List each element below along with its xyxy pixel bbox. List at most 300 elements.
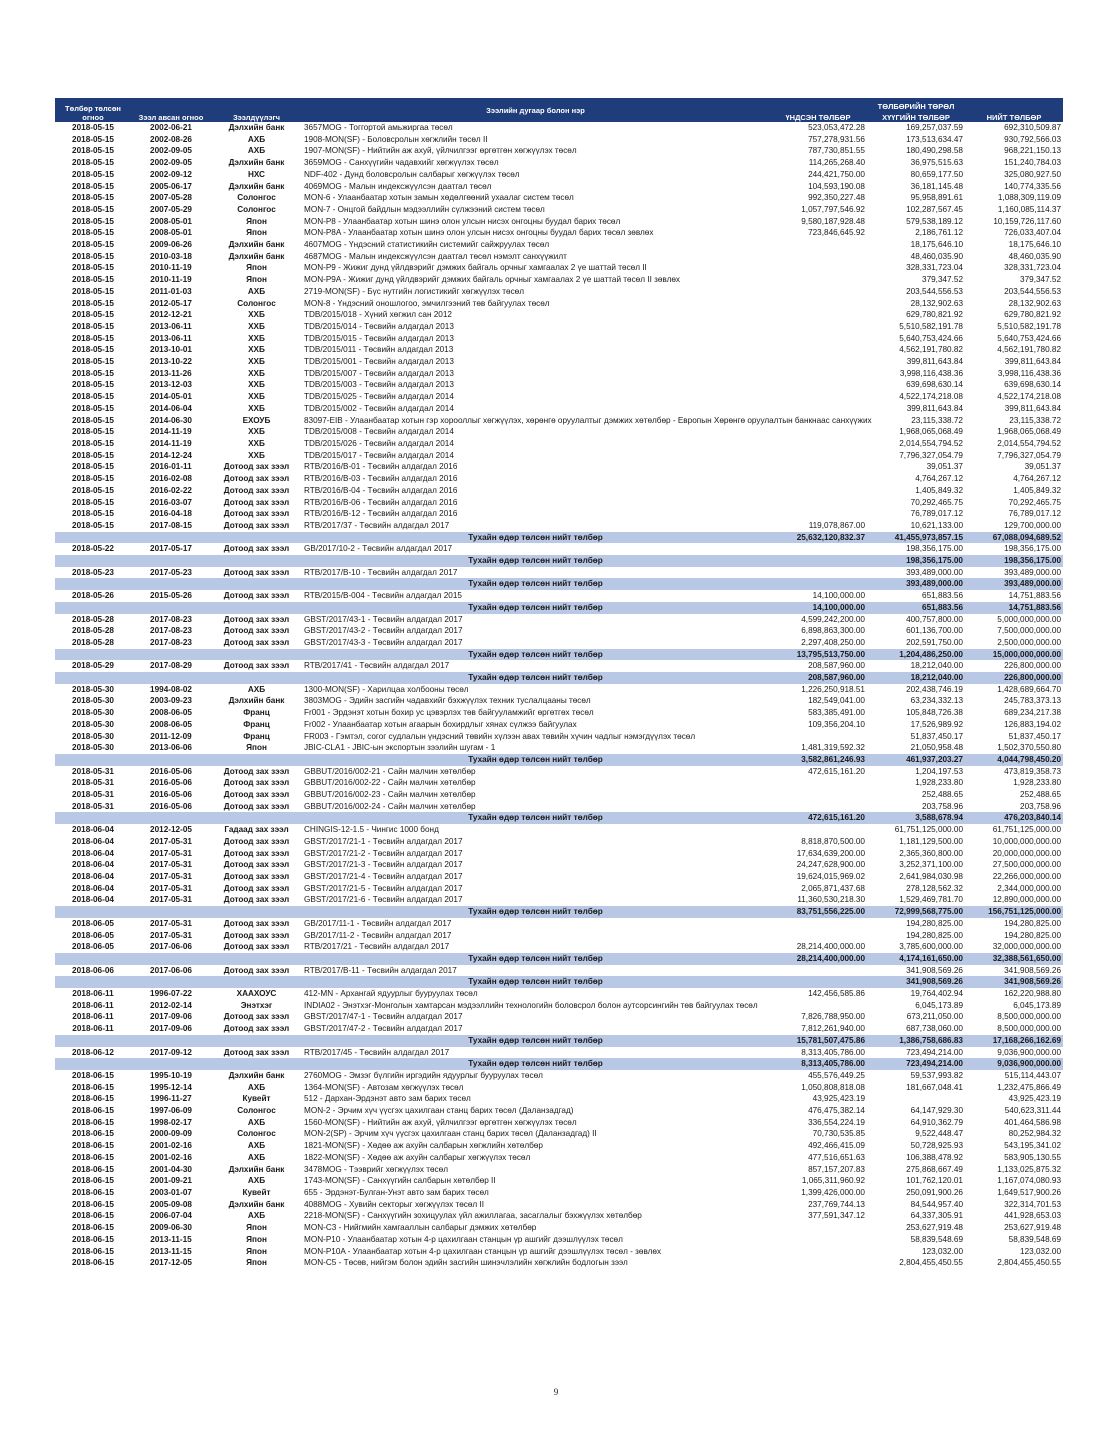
principal-payment: 583,385,491.00 xyxy=(808,708,865,718)
interest-payment: 36,975,515.63 xyxy=(910,158,963,168)
interest-payment: 70,292,465.75 xyxy=(910,497,963,507)
loan-name: TDB/2015/008 - Төсвийн алдагдал 2014 xyxy=(304,427,454,437)
principal-payment: 104,593,190.08 xyxy=(808,181,865,191)
lender: Япон xyxy=(246,263,267,273)
principal-payment: 1,226,250,918.51 xyxy=(801,684,865,694)
total-payment: 203,758.96 xyxy=(1020,801,1062,811)
table-row xyxy=(55,403,1063,415)
principal-payment xyxy=(769,403,867,415)
loan-name: MON-2 - Эрчим хүч үүсгэх цахилгаан станц барих төсөл (Даланзадгад) xyxy=(304,1106,574,1116)
principal-payment xyxy=(769,1222,867,1234)
lender: Дотоод зах зээл xyxy=(223,1047,290,1057)
lender: Дэлхийн банк xyxy=(228,1164,285,1174)
payment-date: 2018-06-15 xyxy=(72,1141,114,1151)
principal-payment xyxy=(769,344,867,356)
loan-date: 2014-05-01 xyxy=(150,392,192,402)
loan-date: 2005-06-17 xyxy=(150,181,192,191)
payment-date: 2018-06-04 xyxy=(72,848,114,858)
payment-date: 2018-05-22 xyxy=(72,544,114,554)
principal-payment xyxy=(769,918,867,930)
loan-name: INDIA02 - Энэтхэг-Монголын хамтарсан мэдээллийн технологийн боловсрол болон аутсорсингийн төв байгуулах төсөл xyxy=(304,1000,758,1010)
loan-date: 2017-08-29 xyxy=(150,661,192,671)
loan-name: RTB/2017/45 - Төсвийн алдагдал 2017 xyxy=(304,1047,450,1057)
payment-date: 2018-05-30 xyxy=(72,719,114,729)
total-payment: 123,032.00 xyxy=(1020,1246,1062,1256)
total-row-spacer xyxy=(55,953,302,965)
total-payment: 1,649,517,900.26 xyxy=(997,1187,1062,1197)
payment-date: 2018-06-05 xyxy=(72,942,114,952)
lender: ХХБ xyxy=(248,310,265,320)
payment-date: 2018-05-30 xyxy=(72,731,114,741)
total-payment: 129,700,000.00 xyxy=(1004,520,1062,530)
loan-date: 2012-12-05 xyxy=(150,825,192,835)
principal-payment xyxy=(769,508,867,520)
principal-payment xyxy=(769,426,867,438)
loan-date: 1998-02-17 xyxy=(150,1117,192,1127)
lender: Дотоод зах зээл xyxy=(223,965,290,975)
principal-payment xyxy=(769,567,867,579)
loan-name: RTB/2017/B-11 - Төсвийн алдагдал 2017 xyxy=(304,965,457,975)
loan-date: 2002-09-12 xyxy=(150,169,192,179)
total-interest: 461,937,203.27 xyxy=(867,754,965,766)
table-row xyxy=(55,227,1063,239)
table-row xyxy=(55,965,1063,977)
total-payment: 43,925,423.19 xyxy=(1008,1094,1062,1104)
interest-payment: 2,186,761.12 xyxy=(915,228,963,238)
loan-name: TDB/2015/017 - Төсвийн алдагдал 2014 xyxy=(304,450,454,460)
principal-payment: 455,576,449.25 xyxy=(808,1070,865,1080)
lender: ХХБ xyxy=(248,380,265,390)
lender: ХХБ xyxy=(248,438,265,448)
loan-date: 2008-06-05 xyxy=(150,708,192,718)
lender: Кувейт xyxy=(242,1094,271,1104)
principal-payment: 237,769,744.13 xyxy=(808,1199,865,1209)
header-interest: ХҮҮГИЙН ТӨЛБӨР xyxy=(867,111,965,122)
total-sum: 32,388,561,650.00 xyxy=(965,953,1063,965)
daily-total-row xyxy=(55,953,1063,965)
total-payment: 8,500,000,000.00 xyxy=(997,1012,1062,1022)
interest-payment: 17,526,989.92 xyxy=(910,719,963,729)
table-row xyxy=(55,543,1063,555)
total-payment: 194,280,825.00 xyxy=(1004,918,1062,928)
table-row xyxy=(55,1047,1063,1059)
lender: Гадаад зах зээл xyxy=(224,825,289,835)
loan-date: 2013-10-22 xyxy=(150,357,192,367)
loan-date: 1995-10-19 xyxy=(150,1070,192,1080)
lender: Япон xyxy=(246,743,267,753)
lender: Дэлхийн банк xyxy=(228,158,285,168)
total-interest: 393,489,000.00 xyxy=(867,578,965,590)
interest-payment: 101,762,120.01 xyxy=(906,1176,963,1186)
lender: ХХБ xyxy=(248,427,265,437)
total-sum: 156,751,125,000.00 xyxy=(965,906,1063,918)
total-payment: 689,234,217.38 xyxy=(1004,708,1062,718)
loan-name: RTB/2017/21 - Төсвийн алдагдал 2017 xyxy=(304,942,450,952)
daily-total-row xyxy=(55,1035,1063,1047)
loan-name: MON-C5 - Төсөв, нийгэм болон эдийн засгийн шинэчлэлийн хөгжлийн бодлогын зээл xyxy=(304,1258,628,1268)
total-payment: 14,751,883.56 xyxy=(1008,591,1062,601)
total-label: Тухайн өдөр төлсөн нийт төлбөр xyxy=(302,555,769,567)
interest-payment: 2,365,360,800.00 xyxy=(899,848,963,858)
loan-date: 2017-05-31 xyxy=(150,836,192,846)
loan-date: 2013-10-01 xyxy=(150,345,192,355)
payment-date: 2018-06-11 xyxy=(72,1024,114,1034)
total-payment: 540,623,311.44 xyxy=(1004,1106,1062,1116)
interest-payment: 84,544,957.40 xyxy=(910,1199,963,1209)
payment-date: 2018-05-15 xyxy=(72,204,114,214)
interest-payment: 202,438,746.19 xyxy=(906,684,963,694)
payment-date: 2018-05-15 xyxy=(72,485,114,495)
total-payment: 7,500,000,000.00 xyxy=(997,626,1062,636)
interest-payment: 18,175,646.10 xyxy=(910,240,963,250)
payment-date: 2018-06-15 xyxy=(72,1106,114,1116)
interest-payment: 39,051.37 xyxy=(926,462,963,472)
loan-date: 1994-08-02 xyxy=(150,684,192,694)
principal-payment xyxy=(769,824,867,836)
interest-payment: 180,490,298.58 xyxy=(906,146,963,156)
interest-payment: 2,804,455,450.55 xyxy=(899,1258,963,1268)
loan-name: 3659MOG - Санхүүгийн чадавхийг хөгжүүлэх төсөл xyxy=(304,158,499,168)
lender: Энэтхэг xyxy=(240,1000,273,1010)
total-label: Тухайн өдөр төлсөн нийт төлбөр xyxy=(302,1058,769,1070)
interest-payment: 3,998,116,438.36 xyxy=(899,368,963,378)
table-row xyxy=(55,356,1063,368)
payment-date: 2018-05-15 xyxy=(72,333,114,343)
table-row xyxy=(55,239,1063,251)
interest-payment: 253,627,919.48 xyxy=(906,1223,963,1233)
table-row xyxy=(55,789,1063,801)
loan-name: 1822-MON(SF) - Хөдөө аж ахуйн салбарыг хөгжүүлэх төсөл xyxy=(304,1152,531,1162)
lender: Дотоод зах зээл xyxy=(223,591,290,601)
loan-name: GBST/2017/21-5 - Төсвийн алдагдал 2017 xyxy=(304,883,463,893)
total-payment: 2,500,000,000.00 xyxy=(997,637,1062,647)
table-row xyxy=(55,344,1063,356)
payment-date: 2018-05-15 xyxy=(72,123,114,132)
loan-name: 4607MOG - Үндэсний статистикийн системийг сайжруулах төсөл xyxy=(304,240,550,250)
loan-name: RTB/2016/B-12 - Төсвийн алдагдал 2016 xyxy=(304,509,458,519)
loan-name: 1560-MON(SF) - Нийтийн аж ахуй, үйлчилгээг өргөтгөн хөгжүүлэх төсөл xyxy=(304,1117,577,1127)
total-principal: 15,781,507,475.86 xyxy=(769,1035,867,1047)
total-principal: 14,100,000.00 xyxy=(769,602,867,614)
payment-date: 2018-05-29 xyxy=(72,661,114,671)
table-row xyxy=(55,1117,1063,1129)
interest-payment: 106,388,478.92 xyxy=(906,1152,963,1162)
loan-date: 2010-11-19 xyxy=(150,275,192,285)
total-payment: 1,928,233.80 xyxy=(1013,778,1062,788)
principal-payment xyxy=(769,239,867,251)
loan-name: GBBUT/2016/002-24 - Сайн малчин хөтөлбөр xyxy=(304,801,476,811)
total-payment: 1,968,065,068.49 xyxy=(997,427,1062,437)
payment-date: 2018-05-28 xyxy=(72,614,114,624)
interest-payment: 601,136,700.00 xyxy=(906,626,963,636)
loan-name: Fr002 - Улаанбаатар хотын агаарын бохирдлыг хянах сүлжээ байгуулах xyxy=(304,719,577,729)
table-row xyxy=(55,1175,1063,1187)
total-interest: 72,999,568,775.00 xyxy=(867,906,965,918)
daily-total-row xyxy=(55,578,1063,590)
principal-payment: 723,846,645.92 xyxy=(808,228,865,238)
total-sum: 14,751,883.56 xyxy=(965,602,1063,614)
payment-date: 2018-06-11 xyxy=(72,989,114,999)
interest-payment: 673,211,050.00 xyxy=(906,1012,963,1022)
principal-payment: 2,297,408,250.00 xyxy=(801,637,865,647)
loan-name: RTB/2016/B-03 - Төсвийн алдагдал 2016 xyxy=(304,474,458,484)
interest-payment: 23,115,338.72 xyxy=(911,415,963,425)
table-row xyxy=(55,473,1063,485)
loan-name: FR003 - Гэмтэл, согог судлалын үндэсний төвийн хүлээн авах төвийн хүчин чадлыг нэмэгдүүлэх төсөл xyxy=(304,731,696,741)
total-payment: 61,751,125,000.00 xyxy=(992,825,1062,835)
total-interest: 723,494,214.00 xyxy=(867,1058,965,1070)
interest-payment: 5,640,753,424.66 xyxy=(899,333,963,343)
total-label: Тухайн өдөр төлсөн нийт төлбөр xyxy=(302,906,769,918)
principal-payment xyxy=(769,1246,867,1258)
total-payment: 198,356,175.00 xyxy=(1004,544,1062,554)
interest-payment: 687,738,060.00 xyxy=(906,1024,963,1034)
loan-date: 2017-09-12 xyxy=(150,1047,192,1057)
loan-date: 2017-08-23 xyxy=(150,626,192,636)
table-row xyxy=(55,590,1063,602)
interest-payment: 4,562,191,780.82 xyxy=(899,345,963,355)
interest-payment: 639,698,630.14 xyxy=(906,380,963,390)
interest-payment: 5,510,582,191.78 xyxy=(899,321,963,331)
payment-date: 2018-06-15 xyxy=(72,1187,114,1197)
payment-date: 2018-06-15 xyxy=(72,1223,114,1233)
table-row xyxy=(55,333,1063,345)
payment-date: 2018-06-04 xyxy=(72,895,114,905)
loan-date: 2014-06-30 xyxy=(150,415,192,425)
total-sum: 393,489,000.00 xyxy=(965,578,1063,590)
loan-name: GB/2017/11-2 - Төсвийн алдагдал 2017 xyxy=(304,930,452,940)
lender: Солонгос xyxy=(237,204,276,214)
total-interest: 1,386,758,686.83 xyxy=(867,1035,965,1047)
principal-payment: 114,265,268.40 xyxy=(808,158,865,168)
payment-date: 2018-05-15 xyxy=(72,415,114,425)
lender: Дотоод зах зээл xyxy=(223,860,290,870)
table-row xyxy=(55,660,1063,672)
total-interest: 341,908,569.26 xyxy=(867,976,965,988)
total-payment: 22,266,000,000.00 xyxy=(992,872,1062,881)
loan-date: 2002-09-05 xyxy=(150,146,192,156)
total-payment: 543,195,341.02 xyxy=(1004,1141,1062,1151)
loan-date: 2000-09-09 xyxy=(150,1129,192,1139)
total-payment: 58,839,548.69 xyxy=(1008,1234,1062,1244)
interest-payment: 1,204,197.53 xyxy=(915,766,963,776)
payment-date: 2018-05-15 xyxy=(72,403,114,413)
loan-date: 2012-02-14 xyxy=(150,1000,192,1010)
table-body xyxy=(55,122,1063,1269)
loan-date: 2006-07-04 xyxy=(150,1211,192,1221)
total-principal: 13,795,513,750.00 xyxy=(769,649,867,661)
loan-name: TDB/2015/025 - Төсвийн алдагдал 2014 xyxy=(304,392,454,402)
principal-payment xyxy=(769,321,867,333)
interest-payment: 400,757,800.00 xyxy=(906,614,963,624)
interest-payment: 1,529,469,781.70 xyxy=(899,895,963,905)
payment-date: 2018-06-04 xyxy=(72,883,114,893)
total-payment: 639,698,630.14 xyxy=(1004,380,1062,390)
table-row xyxy=(55,894,1063,906)
loan-name: 2218-MON(SF) - Санхүүгийн зохицуулах үйл ажиллагаа, засаглалыг бэхжүүлэх хөтөлбөр xyxy=(304,1211,642,1221)
table-row xyxy=(55,871,1063,883)
lender: НХС xyxy=(248,169,265,179)
total-payment: 473,819,358.73 xyxy=(1004,766,1062,776)
principal-payment xyxy=(769,1000,867,1012)
lender: Дэлхийн банк xyxy=(228,251,285,261)
table-row xyxy=(55,766,1063,778)
header-total: НИЙТ ТӨЛБӨР xyxy=(965,111,1063,122)
payment-date: 2018-05-31 xyxy=(72,778,114,788)
total-payment: 162,220,988.80 xyxy=(1004,989,1062,999)
payment-date: 2018-06-04 xyxy=(72,836,114,846)
interest-payment: 2,014,554,794.52 xyxy=(899,438,963,448)
table-row xyxy=(55,695,1063,707)
loan-date: 2012-05-17 xyxy=(150,298,192,308)
interest-payment: 1,968,065,068.49 xyxy=(899,427,963,437)
table-row xyxy=(55,941,1063,953)
loan-name: 3478MOG - Тээврийг хөгжүүлэх төсөл xyxy=(304,1164,448,1174)
loan-date: 2017-05-31 xyxy=(150,895,192,905)
total-payment: 4,562,191,780.82 xyxy=(997,345,1062,355)
loan-name: MON-P8A - Улаанбаатар хотын шинэ олон улсын нисэх онгоцны буудал барих төсөл зөвлөх xyxy=(304,228,654,238)
total-label: Тухайн өдөр төлсөн нийт төлбөр xyxy=(302,532,769,544)
total-payment: 48,460,035.90 xyxy=(1008,251,1062,261)
total-row-spacer xyxy=(55,532,302,544)
lender: АХБ xyxy=(247,1082,266,1092)
loan-date: 2013-12-03 xyxy=(150,380,192,390)
principal-payment: 1,057,797,546.92 xyxy=(801,204,865,214)
lender: ХХБ xyxy=(248,333,265,343)
total-payment: 401,464,586.98 xyxy=(1004,1117,1062,1127)
daily-total-row xyxy=(55,906,1063,918)
lender: Дотоод зах зээл xyxy=(223,883,290,893)
loan-name: GBST/2017/43-1 - Төсвийн алдагдал 2017 xyxy=(304,614,463,624)
interest-payment: 4,764,267.12 xyxy=(915,474,963,484)
loan-date: 2003-01-07 xyxy=(150,1187,192,1197)
interest-payment: 2,641,984,030.98 xyxy=(899,872,963,881)
total-payment: 126,883,194.02 xyxy=(1004,719,1062,729)
lender: АХБ xyxy=(247,684,266,694)
principal-payment xyxy=(769,930,867,942)
payment-date: 2018-06-15 xyxy=(72,1129,114,1139)
payment-date: 2018-05-31 xyxy=(72,790,114,800)
table-row xyxy=(55,426,1063,438)
principal-payment: 24,247,628,900.00 xyxy=(796,860,865,870)
loan-date: 2017-08-23 xyxy=(150,614,192,624)
total-row-spacer xyxy=(55,754,302,766)
lender: Дэлхийн банк xyxy=(228,696,285,706)
payment-date: 2018-05-15 xyxy=(72,392,114,402)
principal-payment xyxy=(769,356,867,368)
table-row xyxy=(55,836,1063,848)
total-payment: 1,133,025,875.32 xyxy=(997,1164,1062,1174)
lender: Дотоод зах зээл xyxy=(223,836,290,846)
interest-payment: 28,132,902.63 xyxy=(910,298,963,308)
header-loan-name: Зээлийн дугаар болон нэр xyxy=(302,98,769,122)
total-principal: 208,587,960.00 xyxy=(769,672,867,684)
table-row xyxy=(55,614,1063,626)
payment-date: 2018-05-15 xyxy=(72,146,114,156)
loan-name: 83097-EIB - Улаанбаатар хотын гэр хорооллыг хөгжүүлэх, хөрөнгө оруулалтыг дэмжих хөтөлбөр - Европын Хөрөнгө оруулалтын банкнаас санхүүжих xyxy=(304,415,872,425)
interest-payment: 399,811,643.84 xyxy=(906,357,963,367)
table-row xyxy=(55,181,1063,193)
interest-payment: 278,128,562.32 xyxy=(906,883,963,893)
total-payment: 441,928,653.03 xyxy=(1004,1211,1062,1221)
lender: Франц xyxy=(243,708,270,718)
principal-payment xyxy=(769,368,867,380)
payment-date: 2018-06-11 xyxy=(72,1000,114,1010)
loan-name: GBST/2017/47-1 - Төсвийн алдагдал 2017 xyxy=(304,1012,463,1022)
lender: Дотоод зах зээл xyxy=(223,790,290,800)
loan-name: RTB/2017/37 - Төсвийн алдагдал 2017 xyxy=(304,520,450,530)
principal-payment: 17,634,639,200.00 xyxy=(796,848,865,858)
total-payment: 76,789,017.12 xyxy=(1008,509,1062,519)
interest-payment: 105,848,726.38 xyxy=(906,708,963,718)
total-row-spacer xyxy=(55,976,302,988)
table-row xyxy=(55,930,1063,942)
loan-date: 1997-06-09 xyxy=(150,1106,192,1116)
table-row xyxy=(55,801,1063,813)
loan-name: GBST/2017/43-2 - Төсвийн алдагдал 2017 xyxy=(304,626,463,636)
principal-payment: 119,078,867.00 xyxy=(808,520,865,530)
payment-date: 2018-06-15 xyxy=(72,1199,114,1209)
total-payment: 32,000,000,000.00 xyxy=(992,942,1062,952)
total-payment: 968,221,150.13 xyxy=(1004,146,1062,156)
payment-date: 2018-06-05 xyxy=(72,918,114,928)
table-row xyxy=(55,848,1063,860)
loan-date: 2013-11-15 xyxy=(150,1234,192,1244)
interest-payment: 51,837,450.17 xyxy=(910,731,963,741)
principal-payment xyxy=(769,1257,867,1269)
loan-date: 2014-12-24 xyxy=(150,450,192,460)
payment-date: 2018-05-15 xyxy=(72,263,114,273)
loan-date: 2016-03-07 xyxy=(150,497,192,507)
total-payment: 1,088,309,119.09 xyxy=(997,193,1062,203)
table-row xyxy=(55,1000,1063,1012)
interest-payment: 48,460,035.90 xyxy=(910,251,963,261)
daily-total-row xyxy=(55,672,1063,684)
total-payment: 7,796,327,054.79 xyxy=(997,450,1062,460)
header-payment-type: ТӨЛБӨРИЙН ТӨРӨЛ xyxy=(769,98,1063,111)
lender: ХХБ xyxy=(248,368,265,378)
interest-payment: 379,347.52 xyxy=(922,275,963,285)
table-row xyxy=(55,859,1063,871)
table-row xyxy=(55,1152,1063,1164)
loan-date: 2010-11-19 xyxy=(150,263,192,273)
table-row xyxy=(55,438,1063,450)
daily-total-row xyxy=(55,754,1063,766)
total-payment: 1,405,849.32 xyxy=(1013,485,1062,495)
lender: Дотоод зах зээл xyxy=(223,942,290,952)
interest-payment: 95,958,891.61 xyxy=(910,193,963,203)
interest-payment: 19,764,402.94 xyxy=(910,989,963,999)
header-lender: Зээлдүүлэгч xyxy=(211,98,302,122)
table-row xyxy=(55,216,1063,228)
total-sum: 9,036,900,000.00 xyxy=(965,1058,1063,1070)
loan-date: 2017-08-23 xyxy=(150,637,192,647)
payment-date: 2018-05-15 xyxy=(72,368,114,378)
principal-payment xyxy=(769,438,867,450)
loan-date: 2009-06-26 xyxy=(150,240,192,250)
payment-date: 2018-05-15 xyxy=(72,286,114,296)
interest-payment: 4,522,174,218.08 xyxy=(899,392,963,402)
total-row-spacer xyxy=(55,602,302,614)
interest-payment: 181,667,048.41 xyxy=(906,1082,963,1092)
lender: Япон xyxy=(246,1258,267,1268)
payment-date: 2018-05-30 xyxy=(72,743,114,753)
interest-payment: 629,780,821.92 xyxy=(906,310,963,320)
loan-name: MON-P10 - Улаанбаатар хотын 4-р цахилгаан станцын үр ашгийг дээшлүүлэх төсөл xyxy=(304,1234,623,1244)
payment-date: 2018-05-30 xyxy=(72,684,114,694)
loan-date: 2008-05-01 xyxy=(150,216,192,226)
principal-payment: 1,065,311,960.92 xyxy=(801,1176,865,1186)
